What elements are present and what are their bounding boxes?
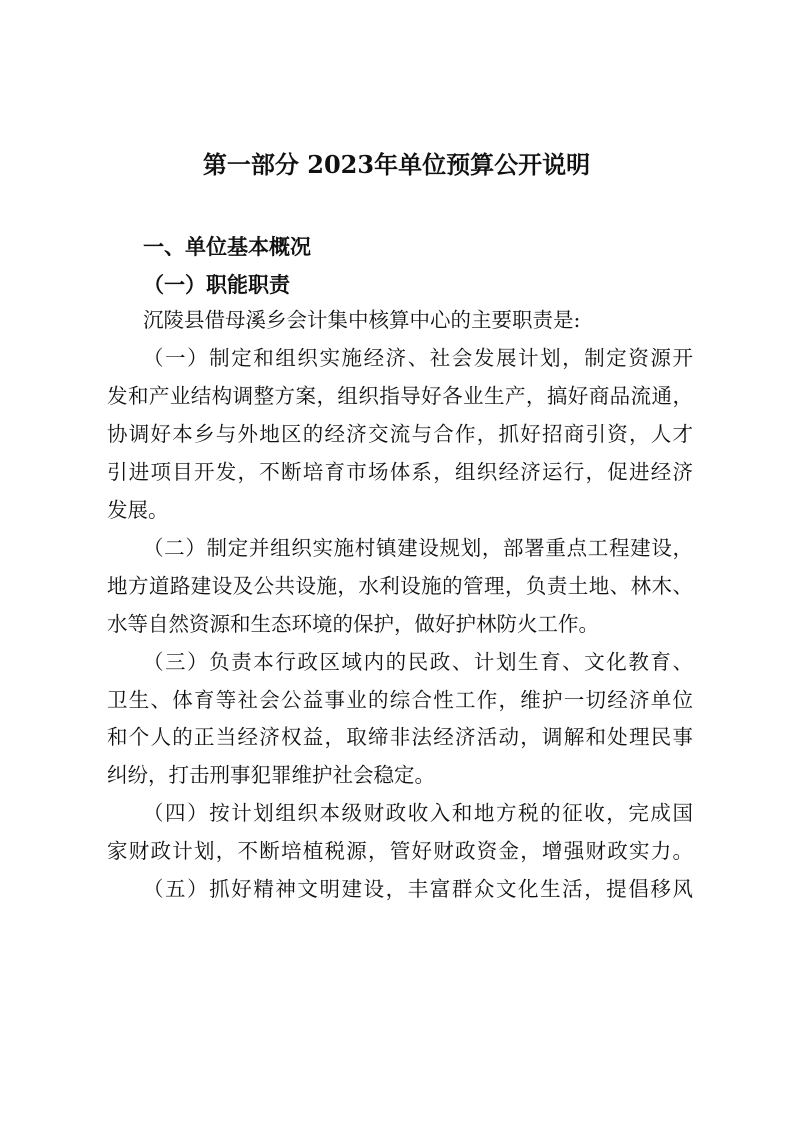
text-line: 发展。	[107, 497, 169, 522]
text-line: 发和产业结构调整方案，组织指导好各业生产，搞好商品流通，	[107, 383, 693, 408]
text-line: 卫生、体育等社会公益事业的综合性工作，维护一切经济单位	[107, 687, 693, 712]
text-line: 纠纷，打击刑事犯罪维护社会稳定。	[107, 763, 435, 788]
text-line: （三）负责本行政区域内的民政、计划生育、文化教育、	[143, 649, 693, 674]
text-line: 协调好本乡与外地区的经济交流与合作，抓好招商引资，人才	[107, 421, 693, 446]
text-line: 水等自然资源和生态环境的保护，做好护林防火工作。	[107, 611, 599, 636]
text-line: 和个人的正当经济权益，取缔非法经济活动，调解和处理民事	[107, 725, 693, 750]
text-line: 沉陵县借母溪乡会计集中核算中心的主要职责是:	[143, 308, 581, 332]
text-line: （一）制定和组织实施经济、社会发展计划，制定资源开	[143, 345, 693, 370]
text-line: （二）制定并组织实施村镇建设规划，部署重点工程建设，	[143, 535, 693, 560]
text-line: 家财政计划，不断培植税源，管好财政资金，增强财政实力。	[107, 839, 693, 864]
text-line: （四）按计划组织本级财政收入和地方税的征收，完成国	[143, 801, 693, 826]
text-line: （五）抓好精神文明建设，丰富群众文化生活，提倡移风	[143, 877, 693, 902]
body-text	[107, 302, 693, 909]
section-heading: 一、单位基本概况	[143, 234, 311, 259]
text-line: 地方道路建设及公共设施，水利设施的管理，负责土地、林木、	[107, 573, 693, 598]
subsection-heading: （一）职能职责	[143, 272, 290, 297]
text-line: 引进项目开发，不断培育市场体系，组织经济运行，促进经济	[107, 459, 693, 484]
page-title: 第一部分 2023年单位预算公开说明	[202, 150, 591, 179]
